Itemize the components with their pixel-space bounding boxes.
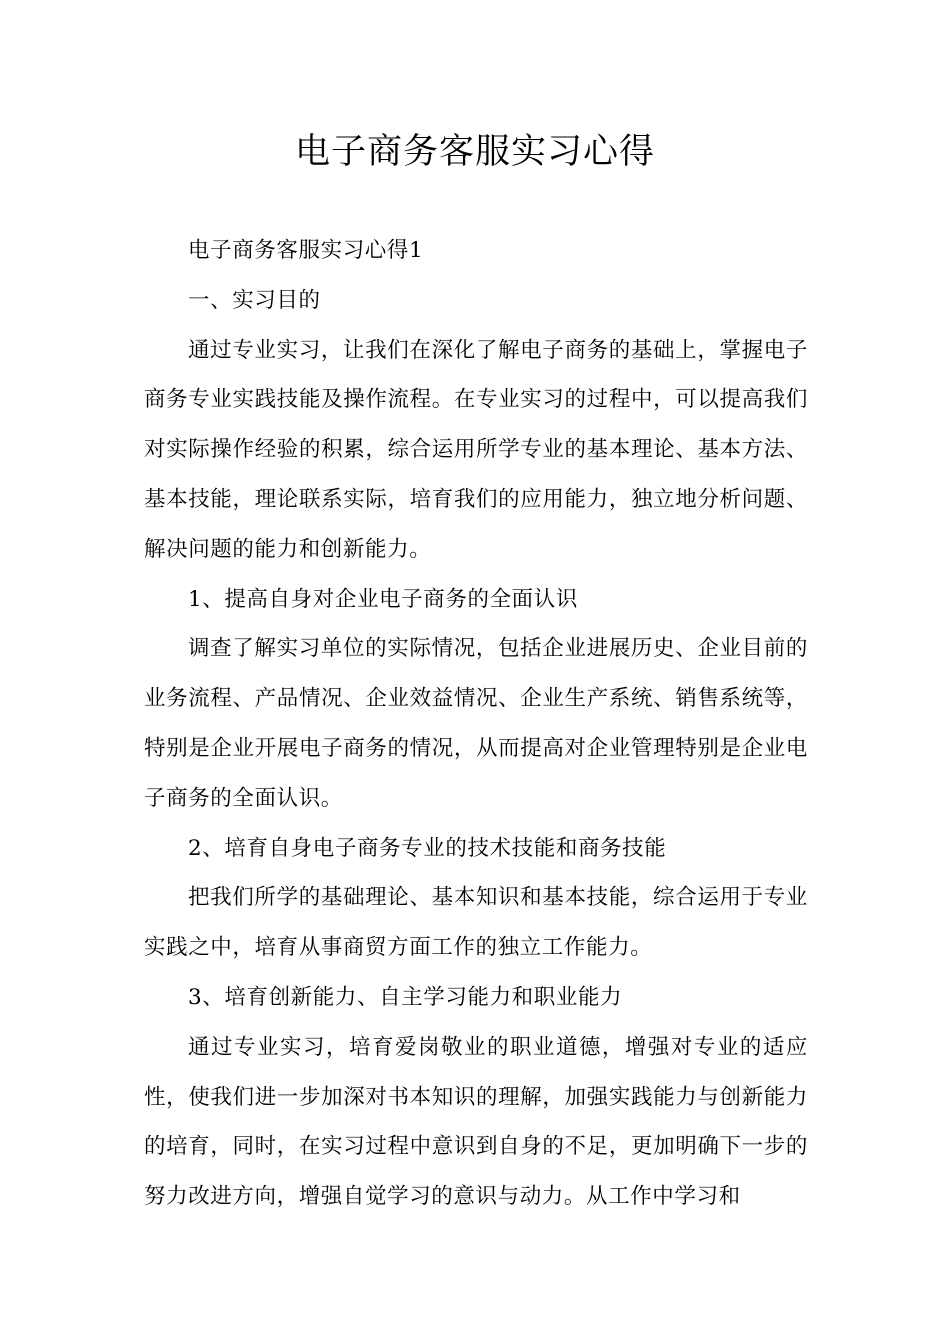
section-heading-purpose: 一、实习目的	[188, 287, 321, 313]
subtitle-paragraph: 电子商务客服实习心得1	[188, 238, 424, 263]
subsection-heading-1: 1、提高自身对企业电子商务的全面认识	[188, 586, 578, 612]
subsection-heading-2: 2、培育自身电子商务专业的技术技能和商务技能	[188, 835, 667, 861]
subsection-heading-3: 3、培育创新能力、自主学习能力和职业能力	[188, 984, 623, 1010]
body-paragraph: 通过专业实习，让我们在深化了解电子商务的基础上，掌握电子商务专业实践技能及操作流程。在专业实习的过程中，可以提高我们对实际操作经验的积累，综合运用所学专业的基本理论、基本方法、基本技能，理论联系实际，培育我们的应用能力，独立地分析问题、解决问题的能力和创新能力。	[144, 337, 808, 562]
body-paragraph: 调查了解实习单位的实际情况，包括企业进展历史、企业目前的业务流程、产品情况、企业效益情况、企业生产系统、销售系统等，特别是企业开展电子商务的情况，从而提高对企业管理特别是企业电子商务的全面认识。	[144, 636, 808, 811]
document-body	[144, 226, 808, 1222]
document-title: 电子商务客服实习心得	[294, 132, 655, 172]
body-paragraph: 把我们所学的基础理论、基本知识和基本技能，综合运用于专业实践之中，培育从事商贸方面工作的独立工作能力。	[144, 885, 808, 961]
body-paragraph: 通过专业实习，培育爱岗敬业的职业道德，增强对专业的适应性，使我们进一步加深对书本知识的理解，加强实践能力与创新能力的培育，同时，在实习过程中意识到自身的不足，更加明确下一步的努力改进方向，增强自觉学习的意识与动力。从工作中学习和	[144, 1034, 808, 1210]
